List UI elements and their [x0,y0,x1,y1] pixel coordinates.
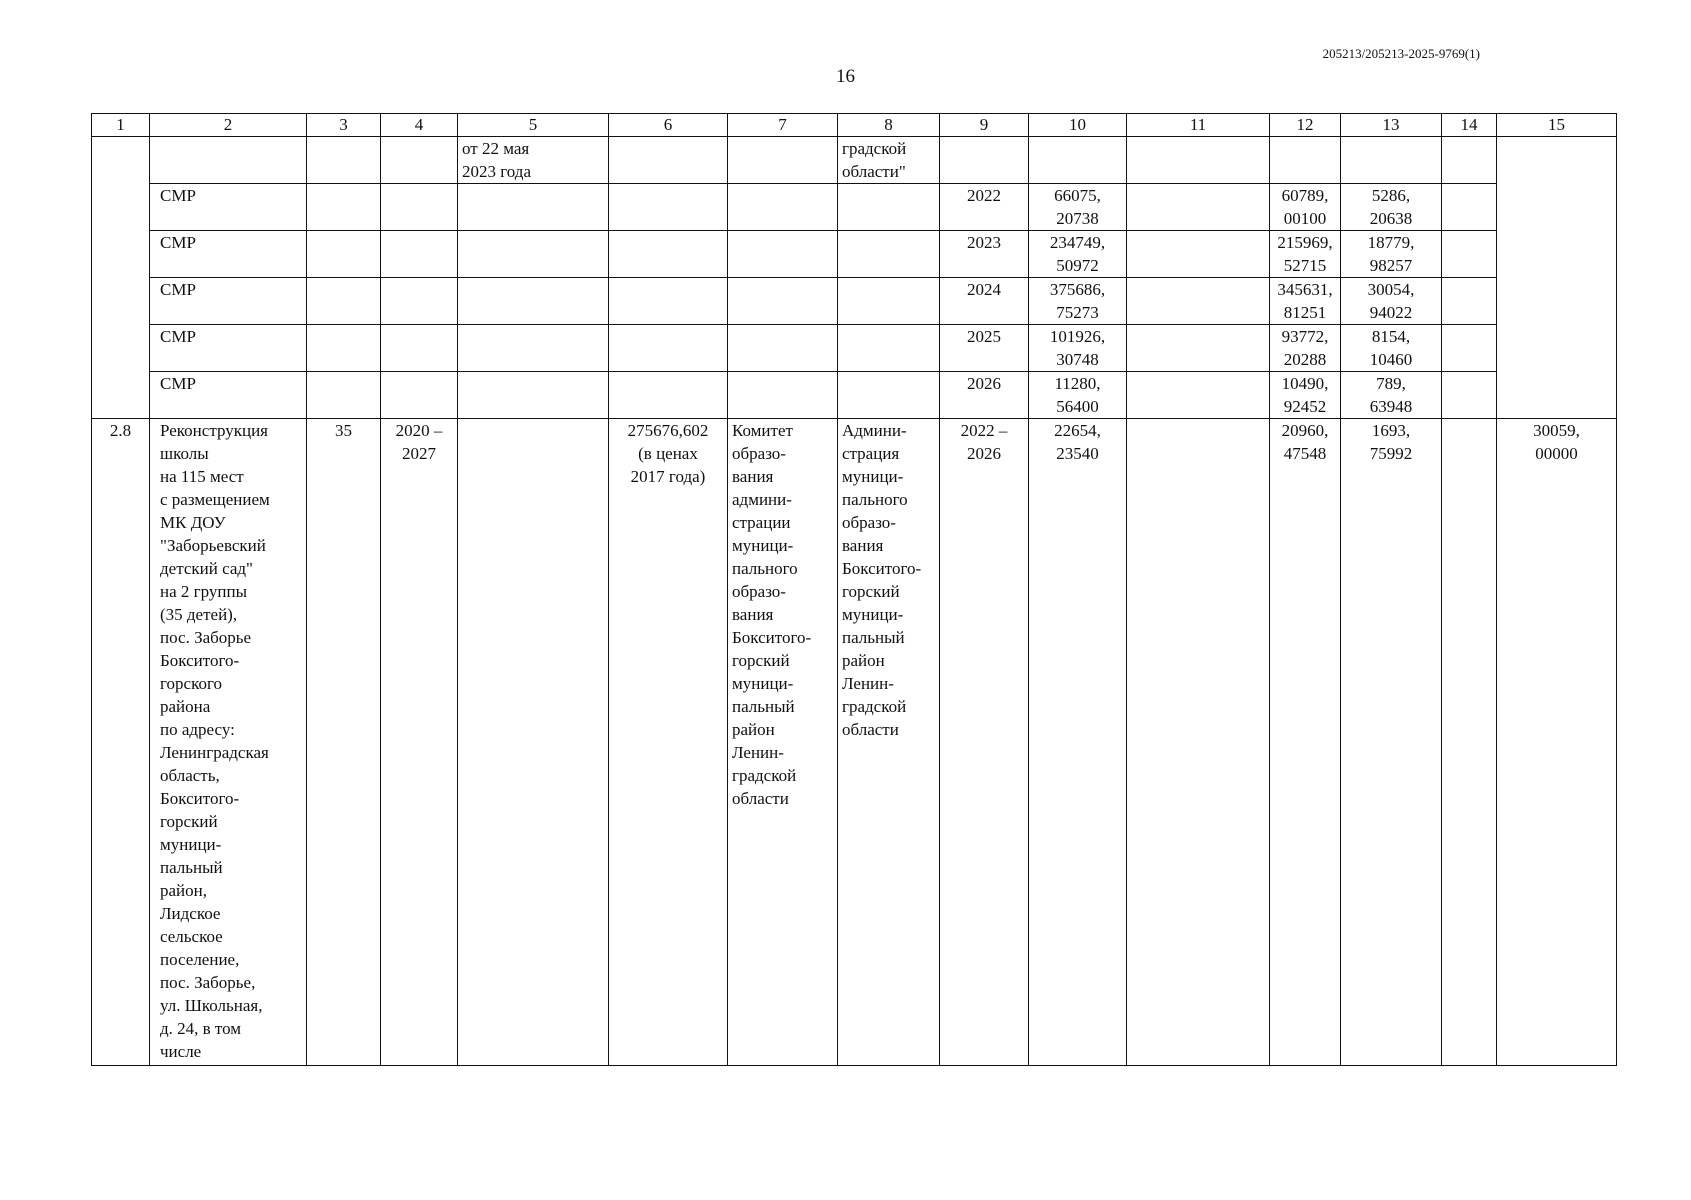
value-col12-line: 92452 [1283,397,1327,416]
owner-cell-line: градской [842,697,907,716]
value-col12-line: 345631, [1277,280,1333,299]
owner-cell-line: Админи- [842,421,907,440]
customer-cell [728,419,838,1066]
years-cell-line: 2022 – [960,421,1008,440]
value-col10-line: 101926, [1049,327,1106,346]
object-name-line: Бокситого- [160,789,240,808]
table-row [92,278,1617,325]
cell-col14 [1442,231,1497,278]
customer-cell-line: админи- [732,490,792,509]
header-cell: 6 [609,114,728,137]
object-name-line: (35 детей), [160,605,238,624]
header-cell: 8 [838,114,940,137]
owner-cell-line: муници- [842,467,904,486]
cell-col6 [609,231,728,278]
header-cell: 7 [728,114,838,137]
object-name-line: Бокситого- [160,651,240,670]
period-cell-line: 2027 [402,444,436,463]
header-cell: 15 [1497,114,1617,137]
object-name-line: "Заборьевский [160,536,266,555]
capacity-cell: 35 [307,419,381,1066]
customer-cell-line: Ленин- [732,743,784,762]
cell-col7 [728,184,838,231]
value-col12-line: 60789, [1281,186,1329,205]
object-name-line: МК ДОУ [160,513,226,532]
cell-col14 [1442,278,1497,325]
cell-col3 [307,278,381,325]
object-name-line: Реконструкция [160,421,269,440]
cell-col6 [609,325,728,372]
cell-col14 [1442,325,1497,372]
smr-label: СМР [150,278,307,325]
cell-col8 [838,231,940,278]
value-col10 [1029,184,1127,231]
customer-cell-line: вания [732,467,774,486]
object-name-line: пальный [160,858,223,877]
value-col12-line: 52715 [1283,256,1327,275]
value-col12-line: 93772, [1281,327,1329,346]
cell-col4 [381,372,458,419]
value-col10 [1029,372,1127,419]
year-cell: 2023 [940,231,1029,278]
customer-cell-line: пального [732,559,798,578]
customer-cell-line: пальный [732,697,795,716]
object-name-line: с размещением [160,490,270,509]
owner-cell-line: Бокситого- [842,559,922,578]
cell-col7 [728,278,838,325]
cell-col6 [609,184,728,231]
cell-col1 [92,137,150,419]
value-col12 [1270,184,1341,231]
cell-col11 [1127,278,1270,325]
value-col10 [1029,419,1127,1066]
owner-cell-line: страция [842,444,900,463]
value-col10 [1029,278,1127,325]
cell-col5 [458,372,609,419]
cell-col8-line: градской [842,139,907,158]
cell-col5 [458,419,609,1066]
value-col12-line: 47548 [1283,444,1327,463]
value-col10-line: 50972 [1056,256,1099,275]
value-col10-line: 66075, [1054,186,1101,205]
header-cell: 4 [381,114,458,137]
cell-col12 [1270,137,1341,184]
value-col13-line: 63948 [1369,397,1413,416]
value-col10 [1029,325,1127,372]
owner-cell-line: горский [842,582,900,601]
object-name-line: ул. Школьная, [160,996,263,1015]
value-col13-line: 10460 [1369,350,1413,369]
header-cell: 14 [1442,114,1497,137]
year-cell: 2026 [940,372,1029,419]
cell-col11 [1127,419,1270,1066]
value-col13-line: 20638 [1369,209,1413,228]
object-name-line: Ленинградская [160,743,269,762]
cell-col4 [381,184,458,231]
cell-col7 [728,372,838,419]
cell-col7 [728,137,838,184]
value-col13 [1341,325,1442,372]
header-cell: 11 [1127,114,1270,137]
object-name-line: на 115 мест [160,467,244,486]
cell-col6 [609,137,728,184]
value-col13-line: 30054, [1367,280,1415,299]
value-col13-line: 789, [1376,374,1406,393]
cell-col3 [307,325,381,372]
value-col12-line: 00100 [1283,209,1327,228]
cell-col5 [458,184,609,231]
cell-col5-line: 2023 года [462,162,532,181]
object-name-line: по адресу: [160,720,235,739]
owner-cell-line: вания [842,536,884,555]
cell-col3 [307,137,381,184]
value-col10-line: 30748 [1056,350,1099,369]
smr-label: СМР [150,325,307,372]
value-col15-line: 00000 [1535,444,1578,463]
cell-col8 [838,372,940,419]
cell-col8 [838,184,940,231]
value-col13-line: 8154, [1371,327,1411,346]
header-cell: 9 [940,114,1029,137]
cell-col3 [307,184,381,231]
cell-col3 [307,231,381,278]
customer-cell-line: Бокситого- [732,628,812,647]
header-cell: 3 [307,114,381,137]
object-name-line: числе [160,1042,202,1061]
object-name-line: детский сад" [160,559,253,578]
header-cell: 10 [1029,114,1127,137]
cell-col13 [1341,137,1442,184]
cell-col6 [609,278,728,325]
header-cell: 13 [1341,114,1442,137]
cell-col7 [728,325,838,372]
owner-cell-line: муници- [842,605,904,624]
value-col15-line: 30059, [1533,421,1580,440]
row-number: 2.8 [92,419,150,1066]
value-col13 [1341,419,1442,1066]
object-name-line: д. 24, в том [160,1019,242,1038]
object-name-line: муници- [160,835,222,854]
cell-col4 [381,325,458,372]
customer-cell-line: градской [732,766,797,785]
owner-cell-line: район [842,651,885,670]
year-cell: 2022 [940,184,1029,231]
value-col12-line: 10490, [1281,374,1329,393]
value-col10-line: 22654, [1054,421,1101,440]
customer-cell-line: вания [732,605,774,624]
value-col13-line: 98257 [1369,256,1413,275]
value-col13 [1341,278,1442,325]
customer-cell-line: район [732,720,775,739]
object-name-line: Лидское [160,904,221,923]
cell-col14 [1442,372,1497,419]
object-name-line: горский [160,812,218,831]
table-row-2-8 [92,419,1617,1066]
header-cell: 2 [150,114,307,137]
value-col12-line: 215969, [1277,233,1333,252]
header-row [92,114,1617,137]
cell-col8 [838,325,940,372]
cell-col8 [838,278,940,325]
value-col12 [1270,231,1341,278]
value-col13 [1341,372,1442,419]
value-col10-line: 11280, [1054,374,1101,393]
value-col10-line: 20738 [1056,209,1099,228]
cell-col4 [381,278,458,325]
cell-col8-line: области" [842,162,906,181]
value-col13-line: 94022 [1369,303,1413,322]
value-col10-line: 234749, [1049,233,1106,252]
data-table [91,113,1617,1066]
value-col13-line: 5286, [1371,186,1411,205]
value-col10-line: 375686, [1049,280,1106,299]
value-col12-line: 81251 [1283,303,1327,322]
customer-cell-line: муници- [732,674,794,693]
value-col10-line: 23540 [1056,444,1099,463]
cell-col6 [609,372,728,419]
smr-label: СМР [150,231,307,278]
cell-col5 [458,325,609,372]
object-name-line: на 2 группы [160,582,248,601]
years-cell-line: 2026 [967,444,1001,463]
owner-cell-line: пальный [842,628,905,647]
value-col12 [1270,325,1341,372]
cell-col8 [838,137,940,184]
years-cell [940,419,1029,1066]
year-cell: 2024 [940,278,1029,325]
cell-col4 [381,231,458,278]
table-row [92,231,1617,278]
value-col13-line: 1693, [1371,421,1411,440]
object-name-line: школы [160,444,209,463]
value-col12 [1270,419,1341,1066]
value-col13 [1341,231,1442,278]
table-row [92,184,1617,231]
object-name-line: района [160,697,211,716]
value-col10-line: 56400 [1056,397,1099,416]
cell-col7 [728,231,838,278]
value-col12 [1270,372,1341,419]
owner-cell-line: Ленин- [842,674,894,693]
header-cell: 5 [458,114,609,137]
cell-col4 [381,137,458,184]
header-cell: 1 [92,114,150,137]
owner-cell-line: пального [842,490,908,509]
period-cell [381,419,458,1066]
customer-cell-line: образо- [732,582,786,601]
owner-cell-line: области [842,720,899,739]
document-id: 205213/205213-2025-9769(1) [1322,46,1480,61]
period-cell-line: 2020 – [395,421,443,440]
cell-col5 [458,278,609,325]
owner-cell-line: образо- [842,513,896,532]
customer-cell-line: страции [732,513,791,532]
object-name-line: район, [160,881,207,900]
header-cell: 12 [1270,114,1341,137]
continuation-row [92,137,1617,184]
cell-col14 [1442,137,1497,184]
cell-col3 [307,372,381,419]
customer-cell-line: Комитет [732,421,793,440]
value-col13 [1341,184,1442,231]
customer-cell-line: муници- [732,536,794,555]
value-col10-line: 75273 [1056,303,1099,322]
value-col15 [1497,419,1617,1066]
object-name-line: область, [160,766,220,785]
cell-col5 [458,137,609,184]
page-number: 16 [836,66,855,87]
year-cell: 2025 [940,325,1029,372]
value-col12-line: 20960, [1281,421,1329,440]
cell-col5 [458,231,609,278]
owner-cell [838,419,940,1066]
object-name-line: пос. Заборье, [160,973,256,992]
cell-col2 [150,137,307,184]
value-col12-line: 20288 [1283,350,1327,369]
cell-col10 [1029,137,1127,184]
cost-cell-line: 275676,602 [627,421,709,440]
cell-col15 [1497,137,1617,419]
cell-col11 [1127,231,1270,278]
value-col13-line: 18779, [1367,233,1415,252]
cost-cell [609,419,728,1066]
customer-cell-line: образо- [732,444,786,463]
object-name-line: сельское [160,927,223,946]
cell-col11 [1127,137,1270,184]
object-name-line: поселение, [160,950,240,969]
cell-col5-line: от 22 мая [462,139,530,158]
value-col12 [1270,278,1341,325]
smr-label: СМР [150,184,307,231]
value-col10 [1029,231,1127,278]
table-row [92,325,1617,372]
object-name [150,419,307,1066]
cost-cell-line: (в ценах [638,444,698,463]
table-row [92,372,1617,419]
cell-col14 [1442,184,1497,231]
cost-cell-line: 2017 года) [630,467,706,486]
cell-col9 [940,137,1029,184]
value-col13-line: 75992 [1369,444,1413,463]
cell-col11 [1127,325,1270,372]
cell-col11 [1127,184,1270,231]
object-name-line: пос. Заборье [160,628,252,647]
customer-cell-line: области [732,789,789,808]
customer-cell-line: горский [732,651,790,670]
object-name-line: горского [160,674,223,693]
cell-col11 [1127,372,1270,419]
smr-label: СМР [150,372,307,419]
cell-col14 [1442,419,1497,1066]
